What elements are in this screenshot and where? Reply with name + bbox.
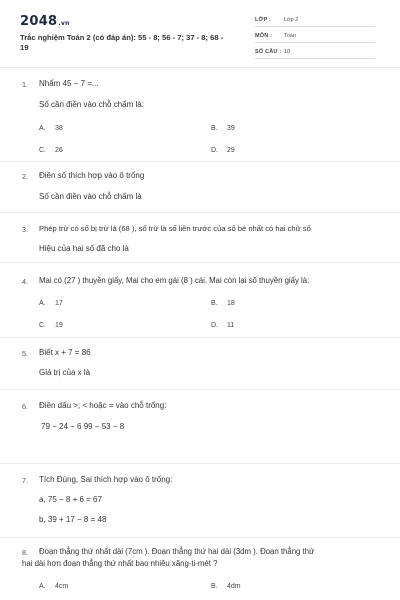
logo-suffix: .vn (58, 20, 70, 27)
option-value: 19 (55, 322, 63, 329)
meta-key-question-count: SỐ CÂU : (255, 49, 282, 55)
option-value: 4dm (227, 583, 241, 590)
question-divider (0, 337, 400, 338)
option-label: D. (211, 322, 218, 329)
meta-row-subject (255, 29, 375, 43)
question-number: 3. (22, 225, 28, 234)
question-number: 6. (22, 402, 28, 411)
option-label: B. (211, 583, 218, 590)
option-value: 11 (227, 322, 235, 329)
quiz-title-line-1: Trắc nghiệm Toán 2 (có đáp án): 55 - 8; 56 - 7; 37 - 8; 68 - (20, 33, 224, 42)
question-text: Tích Đúng, Sai thích hợp vào ô trống: (39, 475, 173, 484)
meta-key-subject: MÔN : (255, 33, 273, 39)
option-value: 39 (227, 125, 235, 132)
document-header (0, 0, 400, 68)
option-label: A. (39, 125, 46, 132)
question-number: 2. (22, 172, 28, 181)
question-statement: a, 75 − 8 + 6 = 67 (39, 495, 102, 504)
question-text: Điền số thích hợp vào ô trống (39, 171, 145, 180)
quiz-title (20, 33, 245, 52)
question-text: Số cần điền vào chỗ chấm là: (39, 100, 144, 109)
question-text: Đoạn thẳng thứ nhất dài (7cm ). Đoạn thẳng thứ hai dài (3dm ). Đoạn thẳng thứ (39, 547, 315, 556)
option-value: 17 (55, 300, 63, 307)
option-label: B. (211, 300, 218, 307)
option-value: 4cm (55, 583, 69, 590)
question-text: Nhẩm 45 − 7 =... (39, 79, 99, 88)
question-number: 8. (22, 548, 28, 557)
option-value: 18 (227, 300, 235, 307)
question-number: 1. (22, 80, 28, 89)
question-divider (0, 389, 400, 390)
question-statement: b, 39 + 17 − 8 = 48 (39, 515, 107, 524)
option-label: C. (39, 322, 46, 329)
question-divider (0, 161, 400, 162)
question-divider (0, 262, 400, 263)
question-text: Biết x + 7 = 86 (39, 348, 91, 357)
meta-value-question-count: 10 (284, 49, 291, 55)
option-label: A. (39, 583, 46, 590)
question-text: Điền dấu >; < hoặc = vào chỗ trống: (39, 401, 167, 410)
meta-key-class: LỚP : (255, 17, 271, 23)
question-text: hai dài hơn đoạn thẳng thứ nhất bao nhiêu xăng-ti-mét ? (22, 559, 218, 568)
option-value: 26 (55, 147, 63, 154)
question-divider (0, 212, 400, 213)
question-text: Số cần điền vào chỗ chấm là (39, 192, 142, 201)
quiz-title-line-2: 19 (20, 42, 29, 52)
option-value: 38 (55, 125, 63, 132)
question-number: 4. (22, 277, 28, 286)
question-divider (0, 537, 400, 538)
option-label: C. (39, 147, 46, 154)
option-label: D. (211, 147, 218, 154)
question-text: Giá trị của x là (39, 368, 91, 377)
question-divider (0, 463, 400, 464)
question-expression: 79 − 24 − 6 99 − 53 − 8 (41, 422, 125, 431)
meta-row-question-count (255, 45, 375, 59)
logo-main: 2048 (20, 14, 58, 29)
meta-value-class: Lớp 2 (284, 17, 299, 23)
question-number: 5. (22, 349, 28, 358)
question-text: Mai có (27 ) thuyền giấy, Mai cho em gái (8 ) cái. Mai còn lại số thuyền giấy là: (39, 276, 310, 285)
site-logo[interactable] (20, 14, 70, 29)
option-label: B. (211, 125, 218, 132)
question-text: Phép trừ có số bị trừ là (68 ), số trừ là số liền trước của số bé nhất có hai chữ số (39, 224, 311, 233)
question-number: 7. (22, 476, 28, 485)
question-text: Hiệu của hai số đã cho là (39, 244, 129, 253)
option-value: 29 (227, 147, 235, 154)
meta-row-class (255, 13, 375, 27)
option-label: A. (39, 300, 46, 307)
meta-value-subject: Toán (284, 33, 296, 39)
